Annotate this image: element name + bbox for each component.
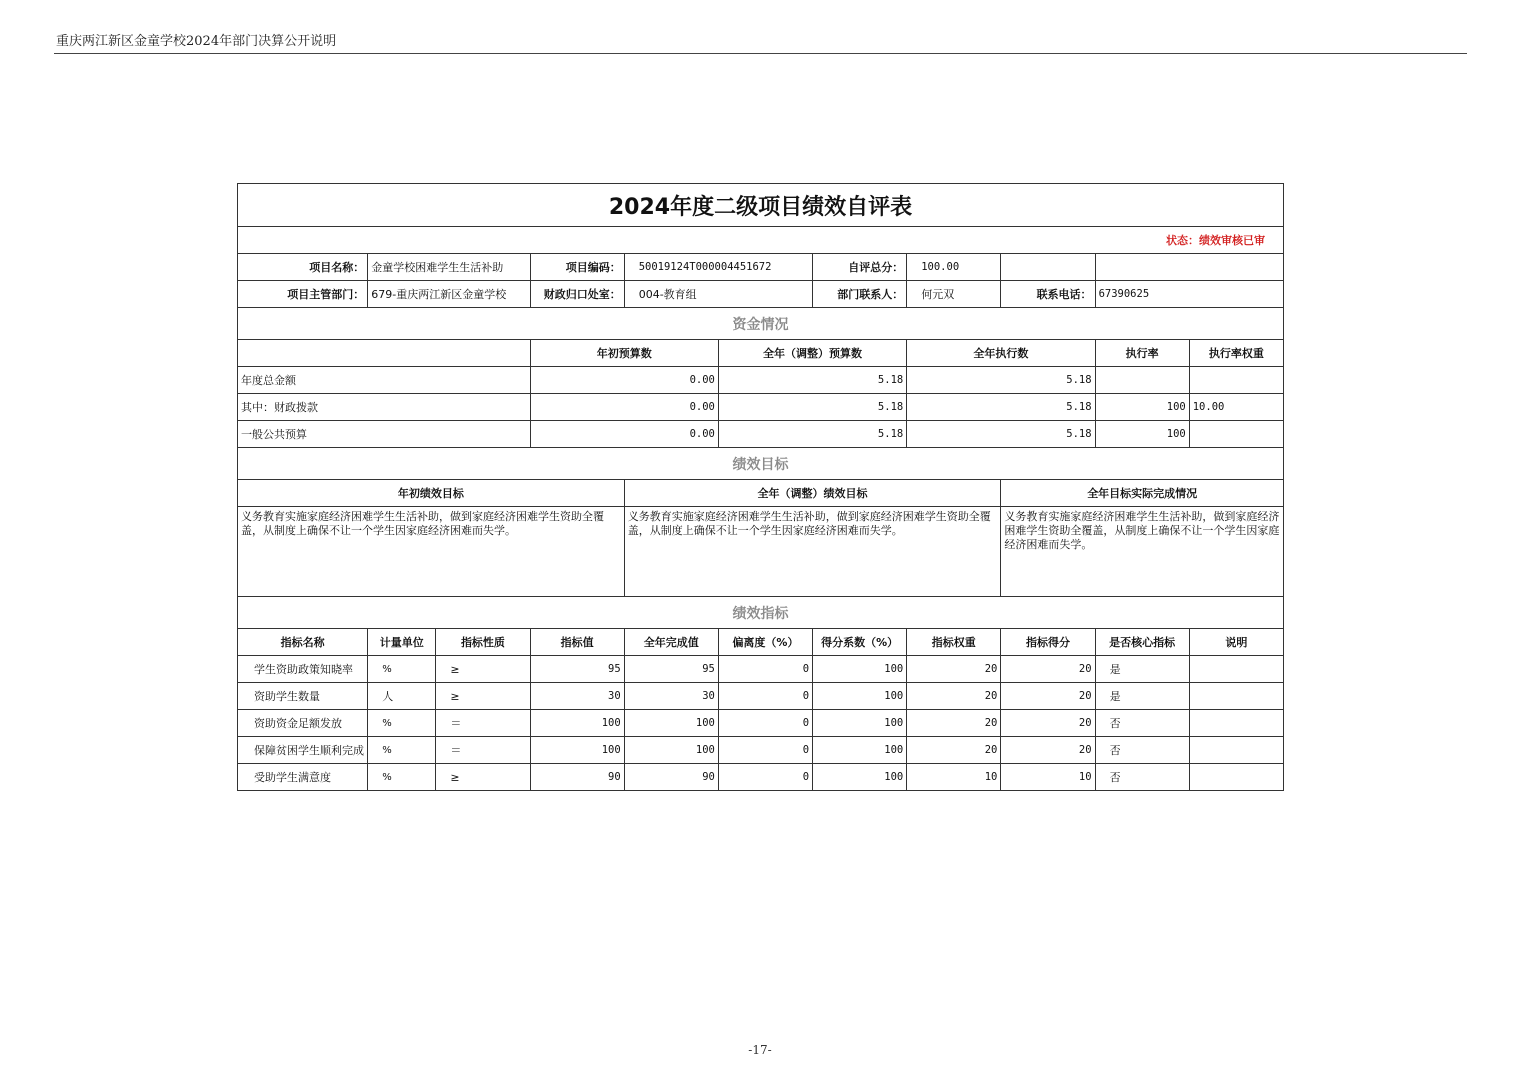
performance-evaluation-table (237, 183, 1284, 791)
ind-target: 30 (530, 683, 624, 710)
project-code-value: 50019124T000004451672 (624, 254, 812, 281)
ind-weight: 20 (907, 737, 1001, 764)
project-code-label: 项目编码： (530, 254, 624, 281)
ind-coef: 100 (813, 683, 907, 710)
goals-header-initial: 年初绩效目标 (238, 480, 625, 507)
ind-core: 否 (1095, 764, 1189, 791)
ind-header-score: 指标得分 (1001, 629, 1095, 656)
funds-row-adjusted: 5.18 (718, 394, 906, 421)
ind-weight: 20 (907, 710, 1001, 737)
funds-row-name: 一般公共预算 (238, 421, 531, 448)
goals-section-title: 绩效目标 (238, 448, 1284, 480)
funds-section-title: 资金情况 (238, 308, 1284, 340)
ind-header-name: 指标名称 (238, 629, 368, 656)
ind-target: 100 (530, 737, 624, 764)
ind-unit: % (368, 737, 436, 764)
ind-nature: ＝ (436, 737, 530, 764)
self-score-label: 自评总分： (813, 254, 907, 281)
ind-core: 是 (1095, 656, 1189, 683)
finance-office-label: 财政归口处室： (530, 281, 624, 308)
ind-nature: ≥ (436, 764, 530, 791)
ind-actual: 95 (624, 656, 718, 683)
ind-core: 是 (1095, 683, 1189, 710)
funds-row-initial: 0.00 (530, 394, 718, 421)
funds-header-initial: 年初预算数 (530, 340, 718, 367)
table-row (238, 764, 1284, 791)
funds-row-weight (1189, 367, 1283, 394)
funds-row-executed: 5.18 (907, 394, 1095, 421)
empty-cell (1095, 254, 1283, 281)
funds-row-name: 年度总金额 (238, 367, 531, 394)
indicators-section-title: 绩效指标 (238, 597, 1284, 629)
goals-header-adjusted: 全年（调整）绩效目标 (624, 480, 1001, 507)
goal-actual-text: 义务教育实施家庭经济困难学生生活补助，做到家庭经济困难学生资助全覆盖，从制度上确保不让一个学生因家庭经济困难而失学。 (1001, 507, 1284, 597)
ind-nature: ≥ (436, 656, 530, 683)
finance-office-value: 004-教育组 (624, 281, 812, 308)
ind-coef: 100 (813, 764, 907, 791)
ind-score: 20 (1001, 656, 1095, 683)
ind-weight: 20 (907, 656, 1001, 683)
funds-row-rate (1095, 367, 1189, 394)
ind-actual: 30 (624, 683, 718, 710)
header-rule (54, 53, 1467, 54)
table-row (238, 737, 1284, 764)
ind-coef: 100 (813, 710, 907, 737)
ind-name: 受助学生满意度 (238, 764, 368, 791)
status-badge: 状态：绩效审核已审 (238, 227, 1284, 254)
goal-adjusted-text: 义务教育实施家庭经济困难学生生活补助，做到家庭经济困难学生资助全覆盖，从制度上确保不让一个学生因家庭经济困难而失学。 (624, 507, 1001, 597)
ind-score: 20 (1001, 710, 1095, 737)
ind-coef: 100 (813, 656, 907, 683)
phone-label: 联系电话： (1001, 281, 1095, 308)
funds-row-rate: 100 (1095, 421, 1189, 448)
funds-header-weight: 执行率权重 (1189, 340, 1283, 367)
ind-note (1189, 683, 1283, 710)
ind-actual: 100 (624, 710, 718, 737)
ind-unit: % (368, 764, 436, 791)
ind-name: 保障贫困学生顺利完成 (238, 737, 368, 764)
funds-header-adjusted: 全年（调整）预算数 (718, 340, 906, 367)
ind-header-actual: 全年完成值 (624, 629, 718, 656)
ind-deviation: 0 (718, 683, 812, 710)
funds-row-adjusted: 5.18 (718, 367, 906, 394)
empty-cell (1001, 254, 1095, 281)
ind-deviation: 0 (718, 656, 812, 683)
contact-label: 部门联系人： (813, 281, 907, 308)
funds-row-executed: 5.18 (907, 421, 1095, 448)
ind-note (1189, 737, 1283, 764)
ind-header-nature: 指标性质 (436, 629, 530, 656)
table-row (238, 656, 1284, 683)
ind-actual: 100 (624, 737, 718, 764)
funds-header-rate: 执行率 (1095, 340, 1189, 367)
table-row (238, 710, 1284, 737)
dept-label: 项目主管部门： (238, 281, 368, 308)
project-name-value: 金童学校困难学生生活补助 (368, 254, 530, 281)
ind-unit: 人 (368, 683, 436, 710)
ind-note (1189, 764, 1283, 791)
ind-nature: ≥ (436, 683, 530, 710)
table-row (238, 683, 1284, 710)
ind-name: 学生资助政策知晓率 (238, 656, 368, 683)
funds-row-weight (1189, 421, 1283, 448)
ind-target: 90 (530, 764, 624, 791)
funds-row-initial: 0.00 (530, 421, 718, 448)
ind-header-deviation: 偏离度（%） (718, 629, 812, 656)
self-score-value: 100.00 (907, 254, 1001, 281)
project-name-label: 项目名称： (238, 254, 368, 281)
funds-row-name: 其中：财政拨款 (238, 394, 531, 421)
funds-row-initial: 0.00 (530, 367, 718, 394)
ind-unit: % (368, 656, 436, 683)
ind-actual: 90 (624, 764, 718, 791)
ind-header-core: 是否核心指标 (1095, 629, 1189, 656)
ind-core: 否 (1095, 710, 1189, 737)
dept-value: 679-重庆两江新区金童学校 (368, 281, 530, 308)
contact-value: 何元双 (907, 281, 1001, 308)
form-title: 2024年度二级项目绩效自评表 (238, 184, 1284, 227)
ind-coef: 100 (813, 737, 907, 764)
ind-header-weight: 指标权重 (907, 629, 1001, 656)
ind-deviation: 0 (718, 710, 812, 737)
ind-note (1189, 710, 1283, 737)
ind-header-note: 说明 (1189, 629, 1283, 656)
ind-header-target: 指标值 (530, 629, 624, 656)
ind-target: 95 (530, 656, 624, 683)
ind-name: 资助资金足额发放 (238, 710, 368, 737)
ind-weight: 10 (907, 764, 1001, 791)
page-header: 重庆两江新区金童学校2024年部门决算公开说明 (56, 34, 337, 49)
funds-row-weight: 10.00 (1189, 394, 1283, 421)
page-number: -17- (748, 1043, 772, 1057)
goal-initial-text: 义务教育实施家庭经济困难学生生活补助，做到家庭经济困难学生资助全覆盖，从制度上确保不让一个学生因家庭经济困难而失学。 (238, 507, 625, 597)
ind-core: 否 (1095, 737, 1189, 764)
ind-score: 20 (1001, 683, 1095, 710)
ind-score: 20 (1001, 737, 1095, 764)
goals-header-actual: 全年目标实际完成情况 (1001, 480, 1284, 507)
ind-header-unit: 计量单位 (368, 629, 436, 656)
ind-deviation: 0 (718, 764, 812, 791)
ind-weight: 20 (907, 683, 1001, 710)
funds-row-rate: 100 (1095, 394, 1189, 421)
ind-deviation: 0 (718, 737, 812, 764)
funds-row-executed: 5.18 (907, 367, 1095, 394)
ind-header-coef: 得分系数（%） (813, 629, 907, 656)
funds-header-executed: 全年执行数 (907, 340, 1095, 367)
ind-score: 10 (1001, 764, 1095, 791)
ind-nature: ＝ (436, 710, 530, 737)
ind-note (1189, 656, 1283, 683)
funds-header-blank (238, 340, 531, 367)
ind-target: 100 (530, 710, 624, 737)
ind-name: 资助学生数量 (238, 683, 368, 710)
ind-unit: % (368, 710, 436, 737)
funds-row-adjusted: 5.18 (718, 421, 906, 448)
phone-value: 67390625 (1095, 281, 1283, 308)
